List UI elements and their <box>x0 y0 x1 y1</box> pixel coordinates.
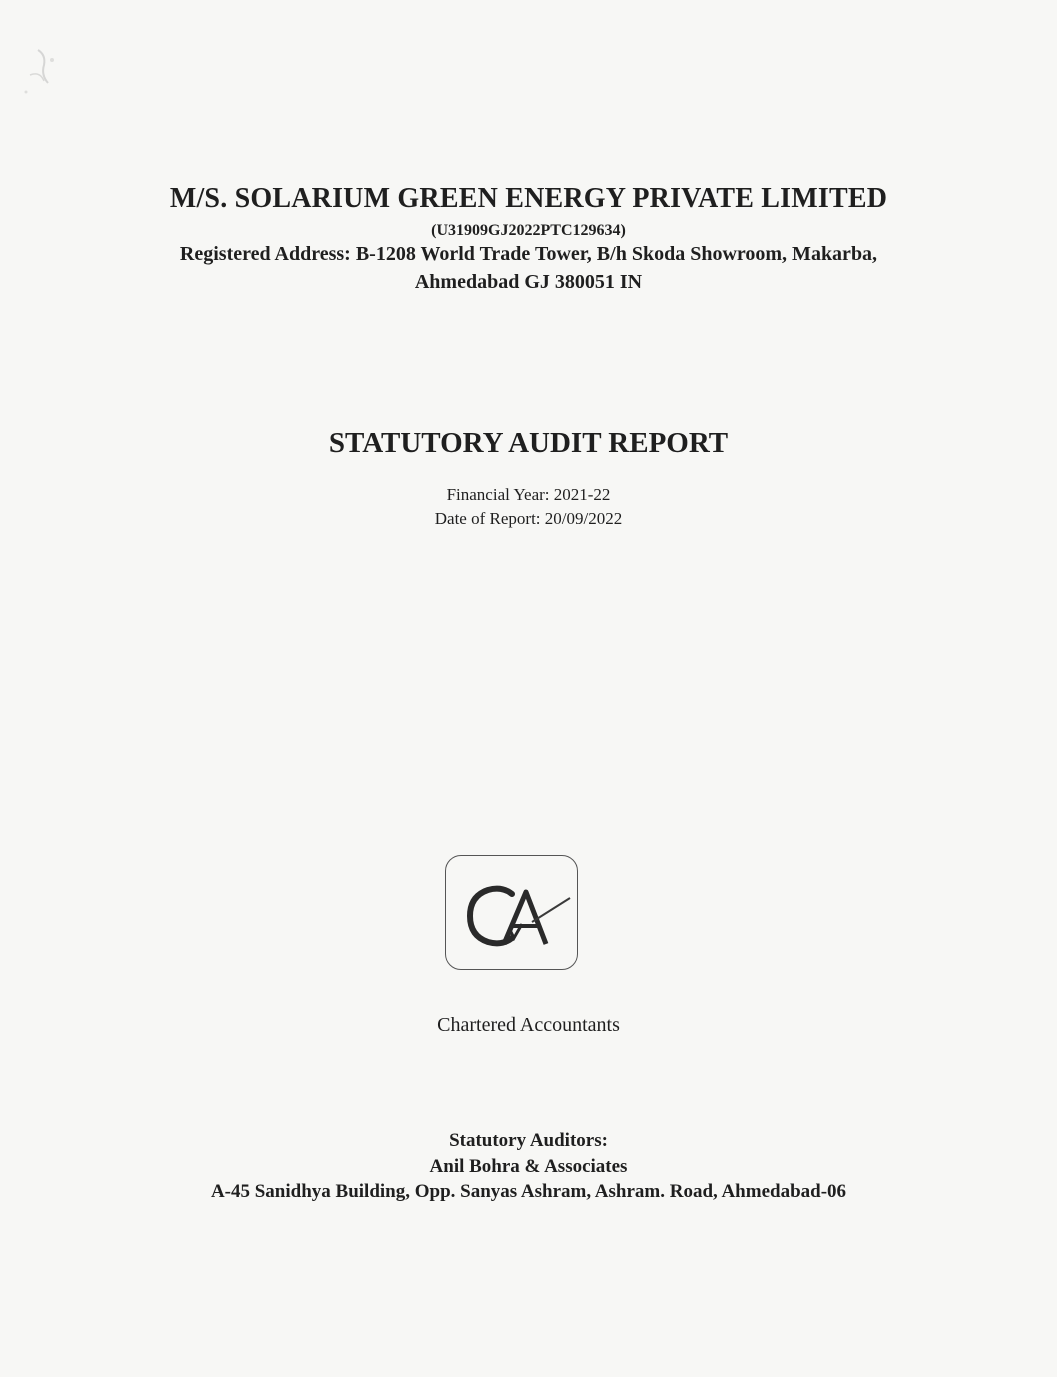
auditors-heading: Statutory Auditors: <box>449 1130 608 1151</box>
ca-logo <box>445 855 578 970</box>
report-title: STATUTORY AUDIT REPORT <box>328 427 729 459</box>
financial-year: Financial Year: 2021-22 <box>446 485 611 504</box>
company-cin: (U31909GJ2022PTC129634) <box>431 222 626 239</box>
ca-logo-icon <box>446 856 579 971</box>
registered-address-line-1: Registered Address: B-1208 World Trade Tower, B/h Skoda Showroom, Makarba, <box>179 243 878 265</box>
registered-address-line-2: Ahmedabad GJ 380051 IN <box>414 271 643 293</box>
firm-type: Chartered Accountants <box>437 1014 620 1036</box>
date-of-report: Date of Report: 20/09/2022 <box>434 509 623 528</box>
auditor-address: A-45 Sanidhya Building, Opp. Sanyas Ashram, Ashram. Road, Ahmedabad-06 <box>210 1181 847 1202</box>
auditor-firm-name: Anil Bohra & Associates <box>429 1156 628 1177</box>
scan-mark-icon <box>8 20 78 120</box>
company-name: M/S. SOLARIUM GREEN ENERGY PRIVATE LIMITED <box>169 183 888 214</box>
